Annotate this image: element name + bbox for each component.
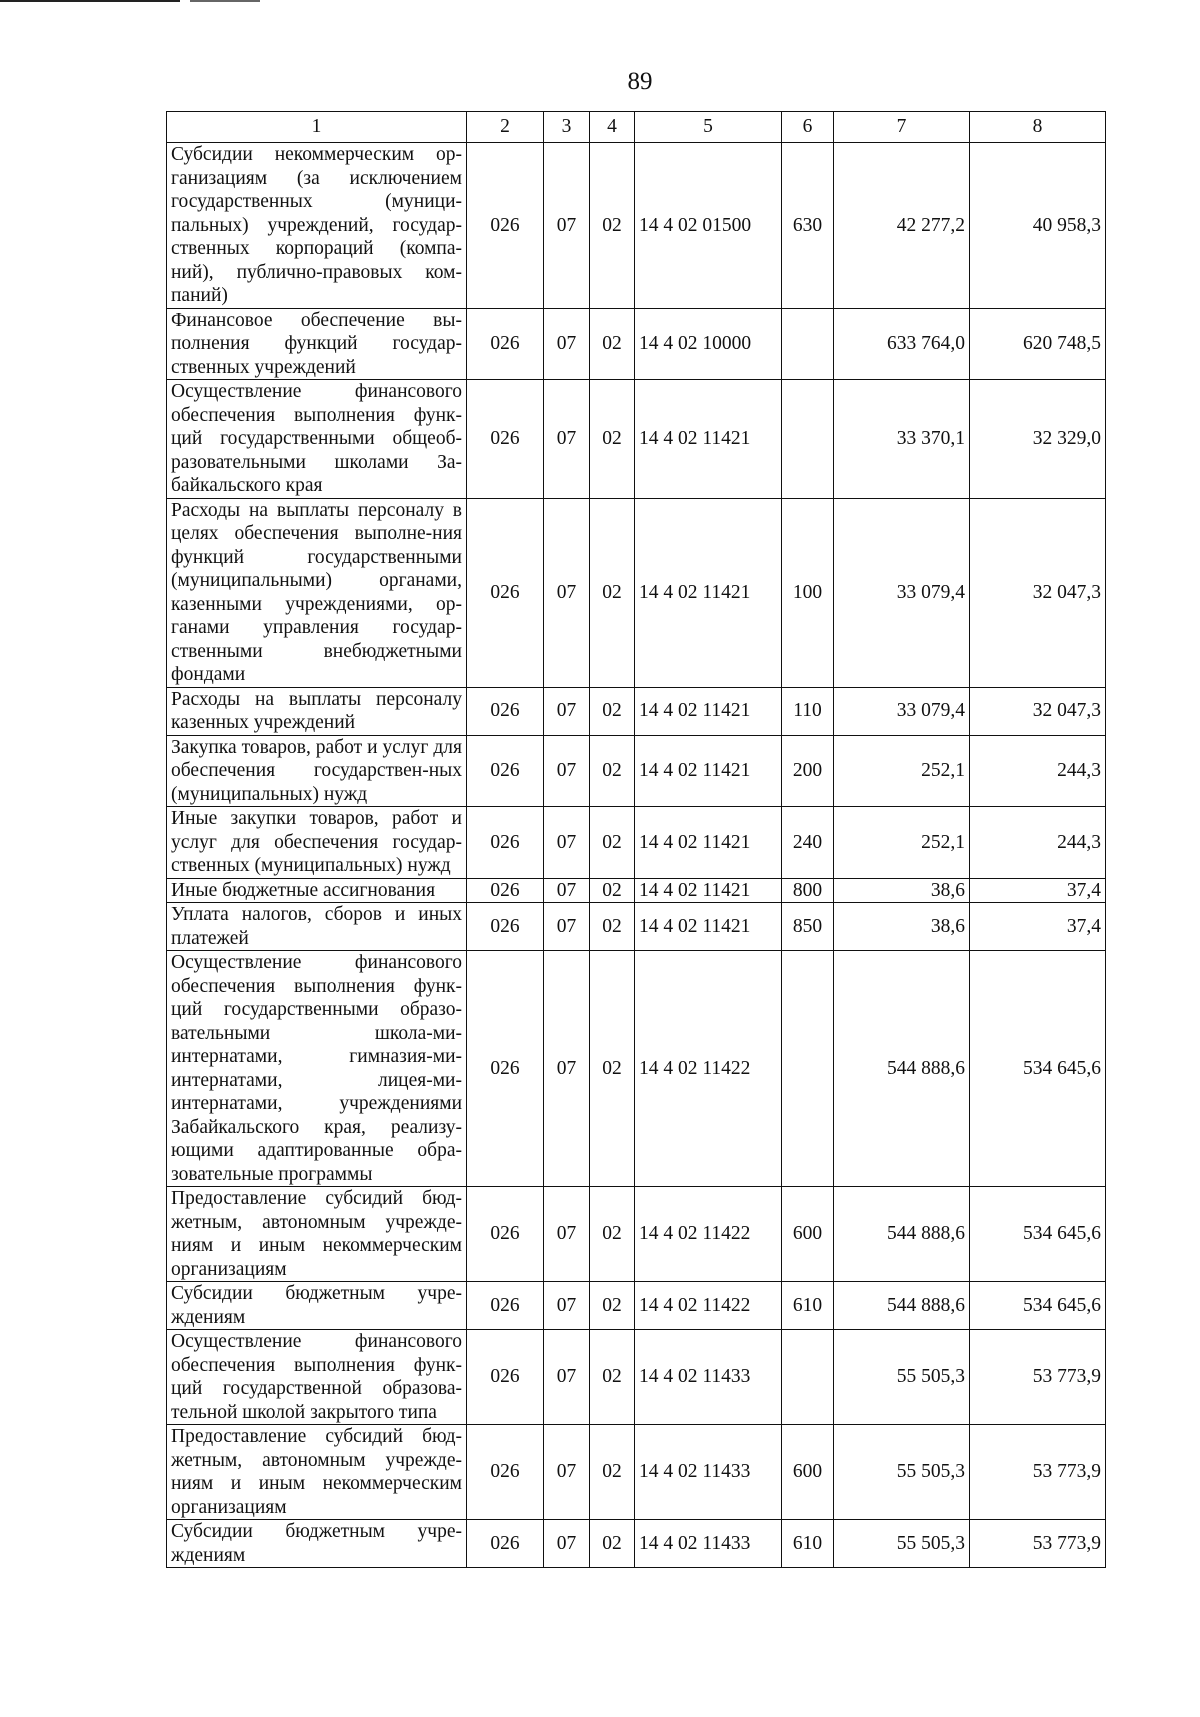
cell-subsection-code: 02	[590, 951, 635, 1187]
row-item-name: Субсидии бюджетным учре-ждениям	[167, 1520, 467, 1568]
cell-target-article: 14 4 02 11421	[635, 903, 782, 951]
cell-section-code: 07	[544, 1282, 590, 1330]
cell-section-code: 07	[544, 951, 590, 1187]
row-item-name: Осуществление финансового обеспечения выполнения функ-ций государственными образо-вательными школа-ми-интернатами, гимназия-ми-интернатами, лицея-ми-интернатами, учреждениями Забайкальского края, реализу-ющими адаптированные обра-зовательные программы	[167, 951, 467, 1187]
cell-expense-type: 610	[782, 1282, 834, 1330]
cell-target-article: 14 4 02 11421	[635, 735, 782, 807]
cell-ministry-code: 026	[467, 143, 544, 309]
table-row	[167, 143, 1106, 309]
cell-amount-year1: 544 888,6	[834, 1187, 970, 1282]
cell-amount-year2: 32 329,0	[970, 380, 1106, 499]
column-header: 1	[167, 112, 467, 143]
table-row	[167, 878, 1106, 903]
cell-expense-type: 100	[782, 498, 834, 687]
cell-subsection-code: 02	[590, 903, 635, 951]
cell-target-article: 14 4 02 11421	[635, 807, 782, 879]
cell-expense-type: 600	[782, 1187, 834, 1282]
cell-ministry-code: 026	[467, 1187, 544, 1282]
cell-amount-year1: 55 505,3	[834, 1425, 970, 1520]
row-item-name: Осуществление финансового обеспечения выполнения функ-ций государственными общеоб-разовательными школами За-байкальского края	[167, 380, 467, 499]
cell-section-code: 07	[544, 687, 590, 735]
column-header: 2	[467, 112, 544, 143]
cell-expense-type: 610	[782, 1520, 834, 1568]
table-body	[167, 143, 1106, 1568]
row-item-name: Субсидии бюджетным учре-ждениям	[167, 1282, 467, 1330]
cell-target-article: 14 4 02 11422	[635, 1282, 782, 1330]
cell-amount-year2: 53 773,9	[970, 1330, 1106, 1425]
cell-section-code: 07	[544, 1187, 590, 1282]
table-row	[167, 1330, 1106, 1425]
cell-subsection-code: 02	[590, 687, 635, 735]
column-header: 4	[590, 112, 635, 143]
cell-amount-year1: 42 277,2	[834, 143, 970, 309]
cell-ministry-code: 026	[467, 1520, 544, 1568]
cell-amount-year2: 244,3	[970, 735, 1106, 807]
cell-amount-year2: 534 645,6	[970, 951, 1106, 1187]
cell-subsection-code: 02	[590, 1520, 635, 1568]
budget-table	[166, 111, 1106, 1568]
cell-amount-year2: 244,3	[970, 807, 1106, 879]
column-header: 6	[782, 112, 834, 143]
cell-target-article: 14 4 02 11421	[635, 687, 782, 735]
row-item-name: Иные закупки товаров, работ и услуг для обеспечения государ-ственных (муниципальных) нужд	[167, 807, 467, 879]
cell-subsection-code: 02	[590, 1187, 635, 1282]
cell-section-code: 07	[544, 735, 590, 807]
cell-expense-type	[782, 1330, 834, 1425]
cell-section-code: 07	[544, 878, 590, 903]
cell-amount-year2: 37,4	[970, 878, 1106, 903]
cell-ministry-code: 026	[467, 735, 544, 807]
table-row	[167, 380, 1106, 499]
cell-expense-type	[782, 308, 834, 380]
cell-amount-year1: 33 370,1	[834, 380, 970, 499]
cell-subsection-code: 02	[590, 1425, 635, 1520]
cell-subsection-code: 02	[590, 143, 635, 309]
row-item-name: Иные бюджетные ассигнования	[167, 878, 467, 903]
row-item-name: Уплата налогов, сборов и иных платежей	[167, 903, 467, 951]
cell-amount-year2: 53 773,9	[970, 1520, 1106, 1568]
cell-target-article: 14 4 02 11422	[635, 951, 782, 1187]
page-number: 89	[627, 68, 653, 95]
cell-target-article: 14 4 02 10000	[635, 308, 782, 380]
row-item-name: Расходы на выплаты персоналу казенных учреждений	[167, 687, 467, 735]
cell-section-code: 07	[544, 1520, 590, 1568]
table-row	[167, 903, 1106, 951]
cell-expense-type: 800	[782, 878, 834, 903]
cell-target-article: 14 4 02 11433	[635, 1330, 782, 1425]
cell-target-article: 14 4 02 11421	[635, 878, 782, 903]
cell-ministry-code: 026	[467, 1282, 544, 1330]
cell-section-code: 07	[544, 143, 590, 309]
cell-section-code: 07	[544, 903, 590, 951]
cell-target-article: 14 4 02 11422	[635, 1187, 782, 1282]
cell-expense-type: 630	[782, 143, 834, 309]
row-item-name: Осуществление финансового обеспечения выполнения функ-ций государственной образова-тельной школой закрытого типа	[167, 1330, 467, 1425]
cell-amount-year1: 38,6	[834, 878, 970, 903]
cell-amount-year1: 252,1	[834, 807, 970, 879]
table-header-row	[167, 112, 1106, 143]
cell-expense-type: 600	[782, 1425, 834, 1520]
table-row	[167, 1425, 1106, 1520]
cell-section-code: 07	[544, 807, 590, 879]
table-row	[167, 687, 1106, 735]
cell-subsection-code: 02	[590, 308, 635, 380]
cell-ministry-code: 026	[467, 380, 544, 499]
cell-target-article: 14 4 02 11421	[635, 498, 782, 687]
table-row	[167, 1520, 1106, 1568]
cell-ministry-code: 026	[467, 1330, 544, 1425]
row-item-name: Расходы на выплаты персоналу в целях обеспечения выполне-ния функций государственными (муниципальными) органами, казенными учреждениями, ор-ганами управления государ-ственными внебюджетными фондами	[167, 498, 467, 687]
cell-section-code: 07	[544, 1330, 590, 1425]
table-row	[167, 1187, 1106, 1282]
column-header: 3	[544, 112, 590, 143]
cell-expense-type: 240	[782, 807, 834, 879]
cell-expense-type: 850	[782, 903, 834, 951]
table-row	[167, 735, 1106, 807]
cell-ministry-code: 026	[467, 498, 544, 687]
cell-amount-year1: 55 505,3	[834, 1330, 970, 1425]
scan-edge-line	[190, 0, 260, 2]
cell-expense-type: 200	[782, 735, 834, 807]
table-row	[167, 498, 1106, 687]
row-item-name: Предоставление субсидий бюд-жетным, автономным учрежде-ниям и иным некоммерческим организациям	[167, 1425, 467, 1520]
table-row	[167, 308, 1106, 380]
cell-amount-year1: 33 079,4	[834, 498, 970, 687]
row-item-name: Предоставление субсидий бюд-жетным, автономным учрежде-ниям и иным некоммерческим организациям	[167, 1187, 467, 1282]
cell-amount-year1: 544 888,6	[834, 951, 970, 1187]
cell-amount-year2: 32 047,3	[970, 498, 1106, 687]
table-row	[167, 1282, 1106, 1330]
cell-section-code: 07	[544, 380, 590, 499]
cell-subsection-code: 02	[590, 735, 635, 807]
row-item-name: Финансовое обеспечение вы-полнения функций государ-ственных учреждений	[167, 308, 467, 380]
column-header: 7	[834, 112, 970, 143]
cell-section-code: 07	[544, 1425, 590, 1520]
cell-target-article: 14 4 02 11421	[635, 380, 782, 499]
cell-section-code: 07	[544, 498, 590, 687]
cell-ministry-code: 026	[467, 951, 544, 1187]
cell-expense-type	[782, 380, 834, 499]
cell-amount-year2: 534 645,6	[970, 1187, 1106, 1282]
cell-amount-year2: 534 645,6	[970, 1282, 1106, 1330]
cell-ministry-code: 026	[467, 903, 544, 951]
cell-amount-year2: 53 773,9	[970, 1425, 1106, 1520]
cell-amount-year1: 33 079,4	[834, 687, 970, 735]
table-row	[167, 807, 1106, 879]
cell-ministry-code: 026	[467, 1425, 544, 1520]
cell-subsection-code: 02	[590, 807, 635, 879]
cell-ministry-code: 026	[467, 807, 544, 879]
cell-amount-year2: 32 047,3	[970, 687, 1106, 735]
cell-ministry-code: 026	[467, 878, 544, 903]
cell-amount-year1: 55 505,3	[834, 1520, 970, 1568]
cell-amount-year1: 38,6	[834, 903, 970, 951]
cell-amount-year2: 37,4	[970, 903, 1106, 951]
cell-amount-year1: 252,1	[834, 735, 970, 807]
cell-expense-type	[782, 951, 834, 1187]
cell-amount-year2: 40 958,3	[970, 143, 1106, 309]
table-row	[167, 951, 1106, 1187]
cell-ministry-code: 026	[467, 308, 544, 380]
cell-amount-year1: 544 888,6	[834, 1282, 970, 1330]
cell-ministry-code: 026	[467, 687, 544, 735]
cell-amount-year1: 633 764,0	[834, 308, 970, 380]
cell-subsection-code: 02	[590, 1282, 635, 1330]
cell-subsection-code: 02	[590, 498, 635, 687]
cell-amount-year2: 620 748,5	[970, 308, 1106, 380]
row-item-name: Закупка товаров, работ и услуг для обеспечения государствен-ных (муниципальных) нужд	[167, 735, 467, 807]
cell-target-article: 14 4 02 01500	[635, 143, 782, 309]
cell-target-article: 14 4 02 11433	[635, 1425, 782, 1520]
column-header: 8	[970, 112, 1106, 143]
scan-edge-line	[0, 0, 180, 2]
cell-subsection-code: 02	[590, 380, 635, 499]
column-header: 5	[635, 112, 782, 143]
row-item-name: Субсидии некоммерческим ор-ганизациям (за исключением государственных (муници-пальных) учреждений, государ-ственных корпораций (компа-ний), публично-правовых ком-паний)	[167, 143, 467, 309]
cell-subsection-code: 02	[590, 878, 635, 903]
cell-section-code: 07	[544, 308, 590, 380]
cell-target-article: 14 4 02 11433	[635, 1520, 782, 1568]
cell-expense-type: 110	[782, 687, 834, 735]
cell-subsection-code: 02	[590, 1330, 635, 1425]
